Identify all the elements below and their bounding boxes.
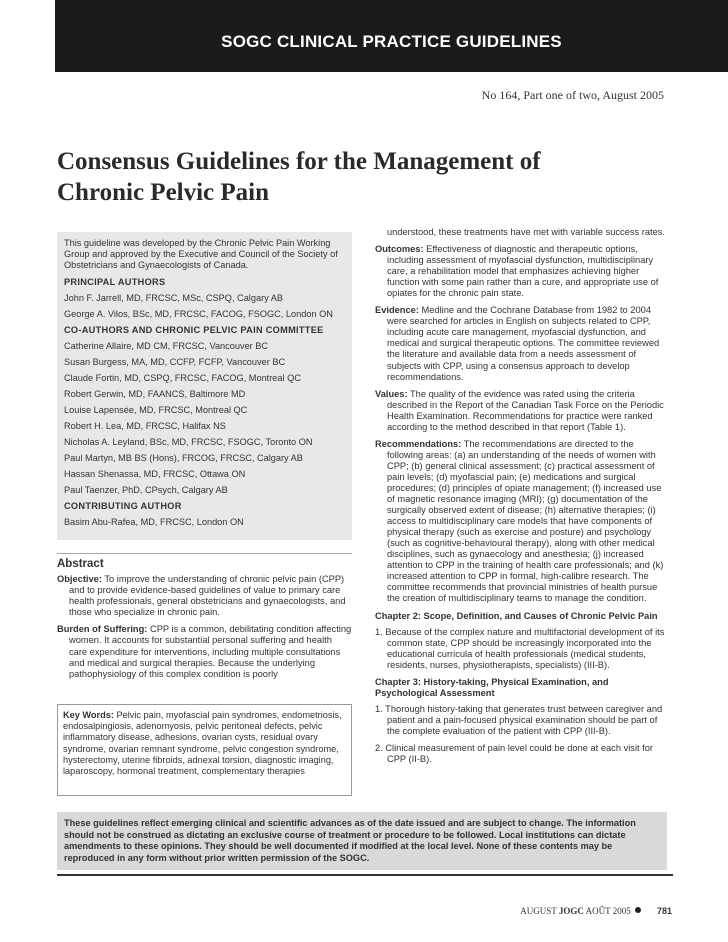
principal-authors-heading: PRINCIPAL AUTHORS: [64, 277, 166, 287]
values-label: Values:: [375, 388, 408, 399]
evidence-label: Evidence:: [375, 305, 419, 316]
chapter-3-heading: Chapter 3: History-taking, Physical Examination, and Psychological Assessment: [375, 676, 609, 698]
title-line-2: Chronic Pelvic Pain: [57, 179, 270, 206]
chapter-3-item: 2. Clinical measurement of pain level could be done at each visit for CPP (II-B).: [375, 742, 654, 765]
objective-label: Objective:: [57, 574, 102, 584]
recommendations-label: Recommendations:: [375, 438, 462, 449]
objective-paragraph: [57, 574, 352, 618]
header-banner: SOGC CLINICAL PRACTICE GUIDELINES: [55, 0, 728, 72]
recommendations-text: The recommendations are directed to the following areas: (a) an understanding of the needs of women with CPP; (b) general clinical assessment; (c) practical assessment of pain levels; (d) myofascial pain; (e) medications and surgical procedures; (d) principles of opiate management; (f) increased use of magnetic resonance imaging (MRI); (g) documentation of the surgically observed extent of disease; (h) alternative therapies; (i) access to multidisciplinary care models that have components of physical therapy (such as exercise and posture) and psychology (such as cognitive-behavioural therapy), along with other medical disciplines, such as gynaecology and anesthesia; (j) increased attention to CPP in the training of health care professionals; and (k) increased attention to CPP in formal, high-calibre research. The committee recommends that provincial ministries of health pursue the creation of multidisciplinary teams to manage the condition.: [387, 438, 664, 604]
author-item: Paul Martyn, MB BS (Hons), FRCOG, FRCSC, Calgary AB: [64, 453, 303, 463]
contributing-author-heading: CONTRIBUTING AUTHOR: [64, 501, 182, 511]
evidence-text: Medline and the Cochrane Database from 1982 to 2004 were searched for articles in English on subjects related to CPP, including acute care management, myofascial dysfunction, and medical and surgical therapeutic options. The committee reviewed the literature and available data from a needs assessment of subjects with CPP, using a consensus approach to develop recommendations.: [387, 305, 660, 382]
chapter-2-item: 1. Because of the complex nature and multifactorial development of its common state, CPP should be increasingly incorporated into the educational curricula of health professionals (medical students, residents, nurses, physiotherapists, specialists) (III-B).: [375, 626, 665, 670]
page-title: [57, 146, 677, 208]
title-line-1: Consensus Guidelines for the Management of: [57, 148, 541, 175]
burden-paragraph: [57, 624, 352, 679]
author-item: Nicholas A. Leyland, BSc, MD, FRCSC, FSOGC, Toronto ON: [64, 437, 313, 447]
author-item: John F. Jarrell, MD, FRCSC, MSc, CSPQ, Calgary AB: [64, 293, 284, 303]
values-text: The quality of the evidence was rated using the criteria described in the Report of the Canadian Task Force on the Periodic Health Examination. Recommendations for practice were ranked according to the method described in that report (Table 1).: [387, 388, 664, 432]
authors-intro: This guideline was developed by the Chronic Pelvic Pain Working Group and approved by the Executive and Council of the Society of Obstetricians and Gynaecologists of Canada.: [64, 238, 338, 270]
abstract-left-column: [57, 574, 352, 686]
page-number: 781: [656, 906, 672, 916]
chapter-2-heading: Chapter 2: Scope, Definition, and Causes of Chronic Pelvic Pain: [375, 610, 658, 621]
objective-text: To improve the understanding of chronic pelvic pain (CPP) and to provide evidence-based guidelines of value to primary care health professionals, general obstetricians and gynaecologists, and those who specialize in chronic pain.: [69, 574, 346, 618]
author-item: George A. Vilos, BSc, MD, FRCSC, FACOG, FSOGC, London ON: [64, 309, 333, 319]
footer-divider: [57, 874, 673, 876]
footer-journal: JOGC: [558, 906, 584, 916]
recommendations-paragraph: [375, 439, 667, 605]
author-item: Claude Fortin, MD, CSPQ, FRCSC, FACOG, Montreal QC: [64, 373, 301, 383]
chapter-3-item: 1. Thorough history-taking that generates trust between caregiver and patient and a pain-focused physical examination should be part of the complete evaluation of the patient with CPP (III-B).: [375, 703, 663, 736]
authors-box: [57, 232, 352, 540]
keywords-label: Key Words:: [63, 710, 114, 720]
coauthors-heading: CO-AUTHORS AND CHRONIC PELVIC PAIN COMMITTEE: [64, 325, 324, 335]
keywords-text: Pelvic pain, myofascial pain syndromes, endometriosis, endosalpingiosis, adenomyosis, pelvic peritoneal defects, pelvic inflammatory disease, adhesions, ovarian cysts, residual ovary syndrome, ovarian remnant syndrome, pelvic congestion syndrome, hysterectomy, uterine fibroids, adnexal torsion, diagnostic imaging, laparoscopy, hormonal treatment, complementary therapies: [63, 710, 342, 777]
page-footer: [520, 906, 672, 916]
bullet-icon: [635, 907, 641, 913]
outcomes-paragraph: [375, 244, 667, 299]
burden-text: CPP is a common, debilitating condition affecting women. It accounts for substantial personal suffering and health care expenditure for interventions, including multiple consultations and medical and surgical therapies. Because the underlying pathophysiology of this complex condition is poorly: [69, 624, 352, 679]
author-item: Paul Taenzer, PhD, CPsych, Calgary AB: [64, 485, 228, 495]
burden-continuation: understood, these treatments have met with variable success rates.: [387, 227, 666, 237]
author-item: Louise Lapensée, MD, FRCSC, Montreal QC: [64, 405, 248, 415]
burden-label: Burden of Suffering:: [57, 624, 148, 635]
abstract-right-column: [375, 227, 667, 771]
values-paragraph: [375, 389, 667, 433]
footer-month: AUGUST: [520, 906, 557, 916]
outcomes-text: Effectiveness of diagnostic and therapeutic options, including assessment of myofascial dysfunction, multidisciplinary care, a rehabilitation model that emphasizes achieving higher function with some pain rather than a cure, and appropriate use of opiates for the chronic pain state.: [387, 244, 659, 299]
author-item: Susan Burgess, MA, MD, CCFP, FCFP, Vancouver BC: [64, 357, 286, 367]
author-item: Robert Gerwin, MD, FAANCS, Baltimore MD: [64, 389, 246, 399]
author-item: Catherine Allaire, MD CM, FRCSC, Vancouver BC: [64, 341, 269, 351]
issue-info: No 164, Part one of two, August 2005: [481, 88, 664, 102]
keywords-box: [57, 704, 352, 796]
footer-month-fr: AOÛT 2005: [585, 906, 631, 916]
author-item: Basim Abu-Rafea, MD, FRCSC, London ON: [64, 517, 244, 527]
outcomes-label: Outcomes:: [375, 244, 424, 255]
abstract-heading: Abstract: [57, 553, 352, 570]
evidence-paragraph: [375, 305, 667, 382]
author-item: Robert H. Lea, MD, FRCSC, Halifax NS: [64, 421, 226, 431]
author-item: Hassan Shenassa, MD, FRCSC, Ottawa ON: [64, 469, 246, 479]
disclaimer-notice: These guidelines reflect emerging clinical and scientific advances as of the date issued and are subject to change. The information should not be construed as dictating an exclusive course of treatment or procedure to be followed. Local institutions can dictate amendments to these opinions. They should be well documented if modified at the local level. None of these contents may be reproduced in any form without prior written permission of the SOGC.: [57, 812, 667, 870]
